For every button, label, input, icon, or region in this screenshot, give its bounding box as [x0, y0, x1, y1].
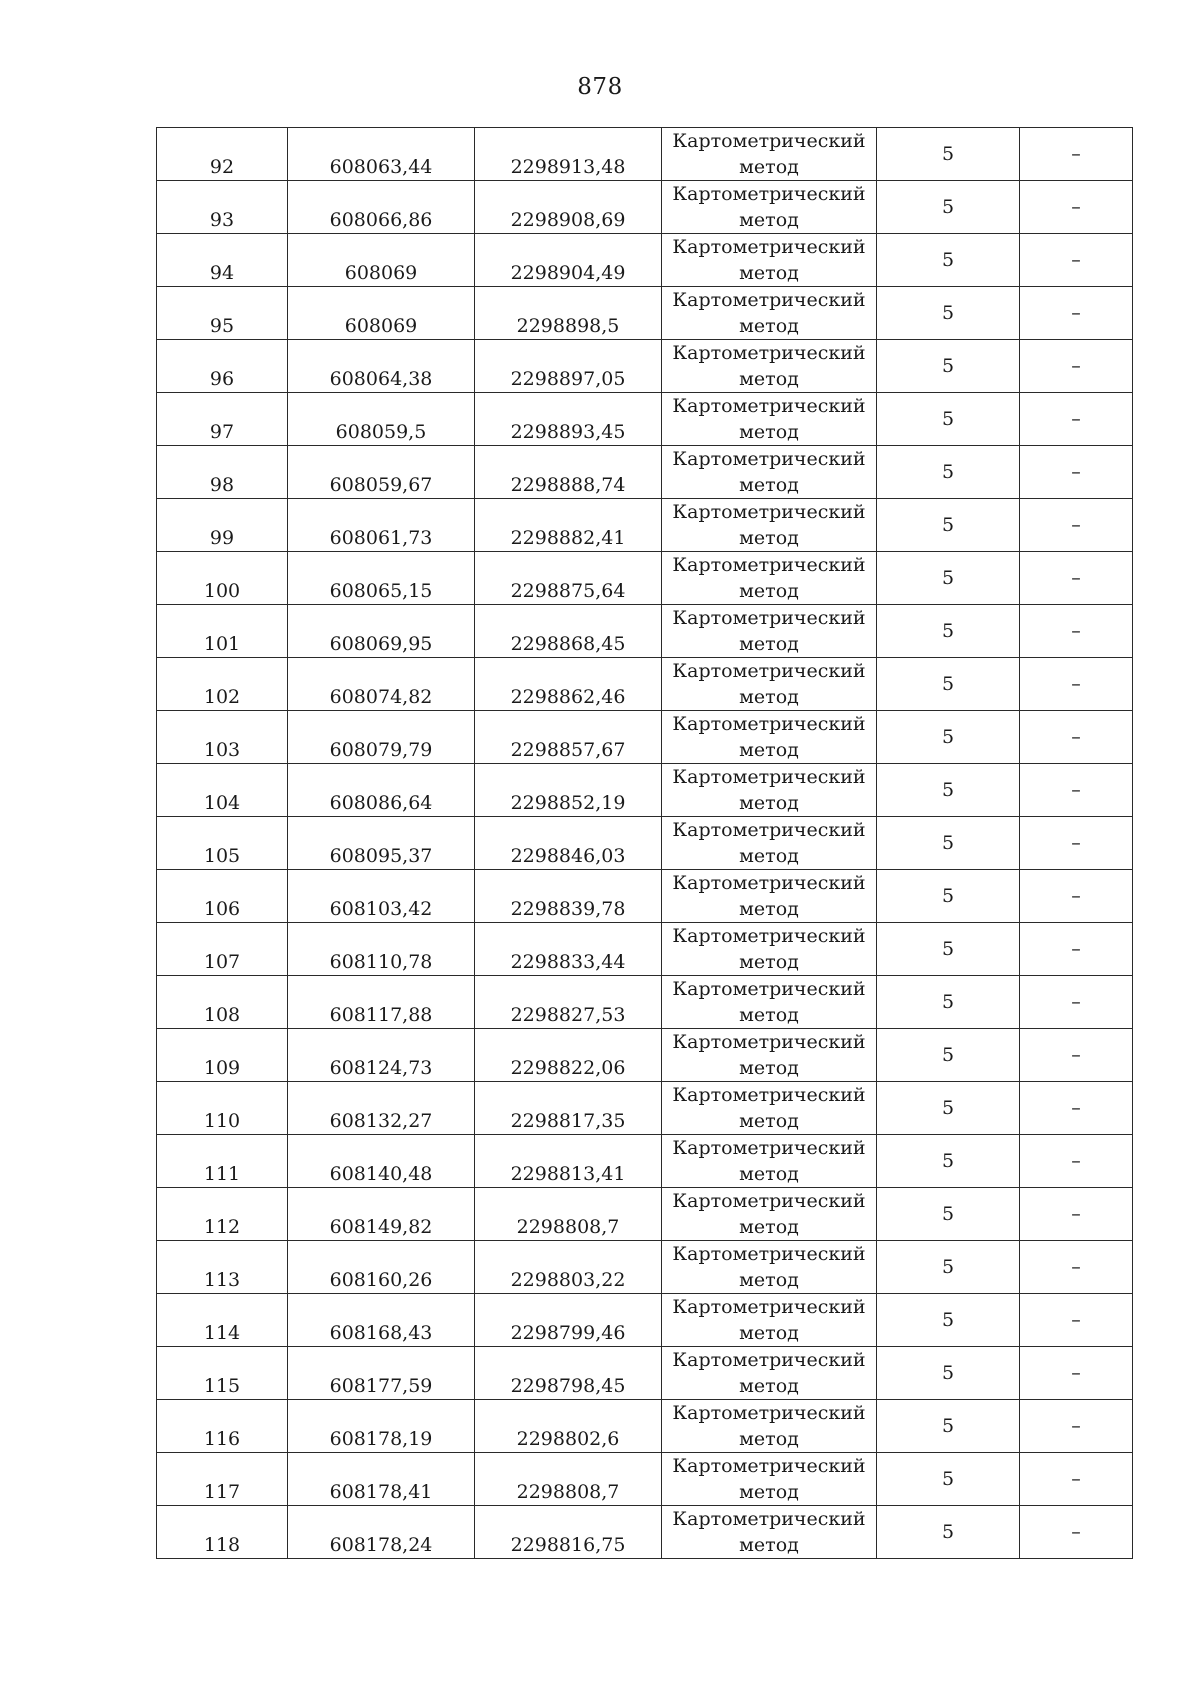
method-cell [662, 393, 877, 446]
x-coordinate-cell: 608069 [288, 234, 475, 287]
method-line-2: метод [739, 1004, 799, 1026]
y-coordinate-cell: 2298888,74 [475, 446, 662, 499]
description-cell: – [1020, 340, 1133, 393]
method-cell [662, 1347, 877, 1400]
x-coordinate-cell: 608149,82 [288, 1188, 475, 1241]
table-row [157, 181, 1133, 234]
method-line-1: Картометрический [672, 1402, 866, 1424]
method-line-1: Картометрический [672, 607, 866, 629]
method-line-1: Картометрический [672, 1137, 866, 1159]
precision-cell: 5 [877, 658, 1020, 711]
method-cell [662, 1029, 877, 1082]
method-line-2: метод [739, 262, 799, 284]
method-line-2: метод [739, 739, 799, 761]
description-cell: – [1020, 658, 1133, 711]
y-coordinate-cell: 2298816,75 [475, 1506, 662, 1559]
method-line-2: метод [739, 845, 799, 867]
y-coordinate-cell: 2298808,7 [475, 1453, 662, 1506]
table-row [157, 1453, 1133, 1506]
description-cell: – [1020, 1135, 1133, 1188]
table-row [157, 605, 1133, 658]
table-row [157, 1082, 1133, 1135]
point-number-cell: 103 [157, 711, 288, 764]
precision-cell: 5 [877, 393, 1020, 446]
table-row [157, 1135, 1133, 1188]
point-number-cell: 97 [157, 393, 288, 446]
method-cell [662, 1506, 877, 1559]
method-line-1: Картометрический [672, 1508, 866, 1530]
x-coordinate-cell: 608178,19 [288, 1400, 475, 1453]
point-number-cell: 114 [157, 1294, 288, 1347]
description-cell: – [1020, 1453, 1133, 1506]
method-cell [662, 605, 877, 658]
y-coordinate-cell: 2298898,5 [475, 287, 662, 340]
method-cell [662, 817, 877, 870]
point-number-cell: 109 [157, 1029, 288, 1082]
point-number-cell: 113 [157, 1241, 288, 1294]
y-coordinate-cell: 2298857,67 [475, 711, 662, 764]
method-line-2: метод [739, 633, 799, 655]
precision-cell: 5 [877, 711, 1020, 764]
method-cell [662, 1241, 877, 1294]
method-cell [662, 923, 877, 976]
method-line-1: Картометрический [672, 130, 866, 152]
description-cell: – [1020, 552, 1133, 605]
method-cell [662, 181, 877, 234]
table-row [157, 1294, 1133, 1347]
table-row [157, 1347, 1133, 1400]
method-line-1: Картометрический [672, 1349, 866, 1371]
method-line-1: Картометрический [672, 872, 866, 894]
method-line-1: Картометрический [672, 978, 866, 1000]
precision-cell: 5 [877, 1135, 1020, 1188]
point-number-cell: 101 [157, 605, 288, 658]
point-number-cell: 104 [157, 764, 288, 817]
method-line-2: метод [739, 474, 799, 496]
x-coordinate-cell: 608065,15 [288, 552, 475, 605]
y-coordinate-cell: 2298875,64 [475, 552, 662, 605]
method-line-2: метод [739, 951, 799, 973]
method-line-1: Картометрический [672, 1031, 866, 1053]
method-line-2: метод [739, 580, 799, 602]
method-line-1: Картометрический [672, 819, 866, 841]
point-number-cell: 93 [157, 181, 288, 234]
x-coordinate-cell: 608140,48 [288, 1135, 475, 1188]
precision-cell: 5 [877, 446, 1020, 499]
method-cell [662, 446, 877, 499]
y-coordinate-cell: 2298799,46 [475, 1294, 662, 1347]
table-row [157, 764, 1133, 817]
method-line-1: Картометрический [672, 925, 866, 947]
method-line-1: Картометрический [672, 395, 866, 417]
method-cell [662, 1082, 877, 1135]
table-row [157, 393, 1133, 446]
x-coordinate-cell: 608124,73 [288, 1029, 475, 1082]
point-number-cell: 92 [157, 128, 288, 181]
precision-cell: 5 [877, 181, 1020, 234]
table-row [157, 870, 1133, 923]
table-row [157, 340, 1133, 393]
y-coordinate-cell: 2298833,44 [475, 923, 662, 976]
method-line-2: метод [739, 1428, 799, 1450]
precision-cell: 5 [877, 1188, 1020, 1241]
method-cell [662, 976, 877, 1029]
precision-cell: 5 [877, 1347, 1020, 1400]
method-cell [662, 1188, 877, 1241]
table-row [157, 128, 1133, 181]
precision-cell: 5 [877, 870, 1020, 923]
method-line-2: метод [739, 1375, 799, 1397]
description-cell: – [1020, 817, 1133, 870]
description-cell: – [1020, 499, 1133, 552]
table-row [157, 1029, 1133, 1082]
table-row [157, 552, 1133, 605]
x-coordinate-cell: 608103,42 [288, 870, 475, 923]
method-cell [662, 499, 877, 552]
y-coordinate-cell: 2298904,49 [475, 234, 662, 287]
description-cell: – [1020, 181, 1133, 234]
y-coordinate-cell: 2298846,03 [475, 817, 662, 870]
precision-cell: 5 [877, 1029, 1020, 1082]
method-line-2: метод [739, 421, 799, 443]
method-line-2: метод [739, 1163, 799, 1185]
precision-cell: 5 [877, 1506, 1020, 1559]
y-coordinate-cell: 2298817,35 [475, 1082, 662, 1135]
method-line-2: метод [739, 686, 799, 708]
x-coordinate-cell: 608132,27 [288, 1082, 475, 1135]
method-cell [662, 1400, 877, 1453]
y-coordinate-cell: 2298893,45 [475, 393, 662, 446]
method-cell [662, 287, 877, 340]
method-line-1: Картометрический [672, 501, 866, 523]
table-row [157, 287, 1133, 340]
table-row [157, 1506, 1133, 1559]
y-coordinate-cell: 2298839,78 [475, 870, 662, 923]
precision-cell: 5 [877, 1294, 1020, 1347]
method-cell [662, 870, 877, 923]
point-number-cell: 115 [157, 1347, 288, 1400]
point-number-cell: 96 [157, 340, 288, 393]
table-row [157, 1400, 1133, 1453]
method-line-1: Картометрический [672, 660, 866, 682]
y-coordinate-cell: 2298827,53 [475, 976, 662, 1029]
point-number-cell: 98 [157, 446, 288, 499]
precision-cell: 5 [877, 1241, 1020, 1294]
precision-cell: 5 [877, 817, 1020, 870]
point-number-cell: 100 [157, 552, 288, 605]
method-line-2: метод [739, 898, 799, 920]
method-line-2: метод [739, 368, 799, 390]
method-line-1: Картометрический [672, 554, 866, 576]
y-coordinate-cell: 2298803,22 [475, 1241, 662, 1294]
point-number-cell: 110 [157, 1082, 288, 1135]
y-coordinate-cell: 2298813,41 [475, 1135, 662, 1188]
method-line-2: метод [739, 156, 799, 178]
method-cell [662, 552, 877, 605]
description-cell: – [1020, 446, 1133, 499]
precision-cell: 5 [877, 340, 1020, 393]
method-line-1: Картометрический [672, 289, 866, 311]
y-coordinate-cell: 2298897,05 [475, 340, 662, 393]
method-cell [662, 711, 877, 764]
x-coordinate-cell: 608061,73 [288, 499, 475, 552]
x-coordinate-cell: 608064,38 [288, 340, 475, 393]
precision-cell: 5 [877, 499, 1020, 552]
y-coordinate-cell: 2298802,6 [475, 1400, 662, 1453]
method-line-2: метод [739, 209, 799, 231]
precision-cell: 5 [877, 976, 1020, 1029]
x-coordinate-cell: 608086,64 [288, 764, 475, 817]
method-line-1: Картометрический [672, 1190, 866, 1212]
point-number-cell: 107 [157, 923, 288, 976]
x-coordinate-cell: 608178,41 [288, 1453, 475, 1506]
description-cell: – [1020, 764, 1133, 817]
point-number-cell: 117 [157, 1453, 288, 1506]
method-cell [662, 234, 877, 287]
description-cell: – [1020, 128, 1133, 181]
method-line-2: метод [739, 1481, 799, 1503]
method-line-1: Картометрический [672, 1455, 866, 1477]
description-cell: – [1020, 923, 1133, 976]
y-coordinate-cell: 2298798,45 [475, 1347, 662, 1400]
x-coordinate-cell: 608168,43 [288, 1294, 475, 1347]
table-row [157, 976, 1133, 1029]
coordinates-table [156, 127, 1133, 1559]
method-cell [662, 128, 877, 181]
x-coordinate-cell: 608074,82 [288, 658, 475, 711]
y-coordinate-cell: 2298908,69 [475, 181, 662, 234]
precision-cell: 5 [877, 1082, 1020, 1135]
x-coordinate-cell: 608069 [288, 287, 475, 340]
point-number-cell: 102 [157, 658, 288, 711]
method-line-1: Картометрический [672, 1084, 866, 1106]
table-row [157, 817, 1133, 870]
x-coordinate-cell: 608059,67 [288, 446, 475, 499]
precision-cell: 5 [877, 764, 1020, 817]
method-line-2: метод [739, 315, 799, 337]
description-cell: – [1020, 1294, 1133, 1347]
method-line-2: метод [739, 792, 799, 814]
table-row [157, 658, 1133, 711]
x-coordinate-cell: 608063,44 [288, 128, 475, 181]
description-cell: – [1020, 976, 1133, 1029]
precision-cell: 5 [877, 287, 1020, 340]
precision-cell: 5 [877, 234, 1020, 287]
x-coordinate-cell: 608110,78 [288, 923, 475, 976]
precision-cell: 5 [877, 128, 1020, 181]
x-coordinate-cell: 608178,24 [288, 1506, 475, 1559]
table-row [157, 711, 1133, 764]
method-cell [662, 764, 877, 817]
precision-cell: 5 [877, 923, 1020, 976]
method-line-2: метод [739, 527, 799, 549]
method-cell [662, 1135, 877, 1188]
method-line-2: метод [739, 1269, 799, 1291]
method-line-1: Картометрический [672, 236, 866, 258]
precision-cell: 5 [877, 552, 1020, 605]
point-number-cell: 94 [157, 234, 288, 287]
method-line-2: метод [739, 1216, 799, 1238]
point-number-cell: 116 [157, 1400, 288, 1453]
x-coordinate-cell: 608177,59 [288, 1347, 475, 1400]
description-cell: – [1020, 1029, 1133, 1082]
description-cell: – [1020, 1347, 1133, 1400]
method-line-2: метод [739, 1322, 799, 1344]
point-number-cell: 118 [157, 1506, 288, 1559]
point-number-cell: 95 [157, 287, 288, 340]
method-line-1: Картометрический [672, 448, 866, 470]
x-coordinate-cell: 608066,86 [288, 181, 475, 234]
point-number-cell: 99 [157, 499, 288, 552]
method-line-2: метод [739, 1057, 799, 1079]
point-number-cell: 108 [157, 976, 288, 1029]
method-cell [662, 658, 877, 711]
description-cell: – [1020, 1082, 1133, 1135]
description-cell: – [1020, 605, 1133, 658]
table-row [157, 1188, 1133, 1241]
x-coordinate-cell: 608160,26 [288, 1241, 475, 1294]
precision-cell: 5 [877, 1400, 1020, 1453]
description-cell: – [1020, 1506, 1133, 1559]
precision-cell: 5 [877, 605, 1020, 658]
method-line-1: Картометрический [672, 1243, 866, 1265]
table-row [157, 1241, 1133, 1294]
method-line-2: метод [739, 1110, 799, 1132]
method-cell [662, 340, 877, 393]
method-cell [662, 1453, 877, 1506]
method-line-2: метод [739, 1534, 799, 1556]
y-coordinate-cell: 2298822,06 [475, 1029, 662, 1082]
y-coordinate-cell: 2298868,45 [475, 605, 662, 658]
coordinates-table-body [157, 128, 1133, 1559]
x-coordinate-cell: 608069,95 [288, 605, 475, 658]
x-coordinate-cell: 608059,5 [288, 393, 475, 446]
method-line-1: Картометрический [672, 713, 866, 735]
point-number-cell: 111 [157, 1135, 288, 1188]
description-cell: – [1020, 1241, 1133, 1294]
description-cell: – [1020, 1400, 1133, 1453]
table-row [157, 499, 1133, 552]
method-line-1: Картометрический [672, 183, 866, 205]
x-coordinate-cell: 608079,79 [288, 711, 475, 764]
method-line-1: Картометрический [672, 766, 866, 788]
method-cell [662, 1294, 877, 1347]
table-row [157, 446, 1133, 499]
table-row [157, 234, 1133, 287]
table-row [157, 923, 1133, 976]
description-cell: – [1020, 234, 1133, 287]
point-number-cell: 112 [157, 1188, 288, 1241]
description-cell: – [1020, 711, 1133, 764]
description-cell: – [1020, 870, 1133, 923]
description-cell: – [1020, 1188, 1133, 1241]
x-coordinate-cell: 608117,88 [288, 976, 475, 1029]
y-coordinate-cell: 2298808,7 [475, 1188, 662, 1241]
method-line-1: Картометрический [672, 1296, 866, 1318]
x-coordinate-cell: 608095,37 [288, 817, 475, 870]
precision-cell: 5 [877, 1453, 1020, 1506]
y-coordinate-cell: 2298852,19 [475, 764, 662, 817]
description-cell: – [1020, 287, 1133, 340]
method-line-1: Картометрический [672, 342, 866, 364]
point-number-cell: 106 [157, 870, 288, 923]
y-coordinate-cell: 2298913,48 [475, 128, 662, 181]
description-cell: – [1020, 393, 1133, 446]
point-number-cell: 105 [157, 817, 288, 870]
y-coordinate-cell: 2298882,41 [475, 499, 662, 552]
page-number: 878 [577, 74, 623, 100]
y-coordinate-cell: 2298862,46 [475, 658, 662, 711]
